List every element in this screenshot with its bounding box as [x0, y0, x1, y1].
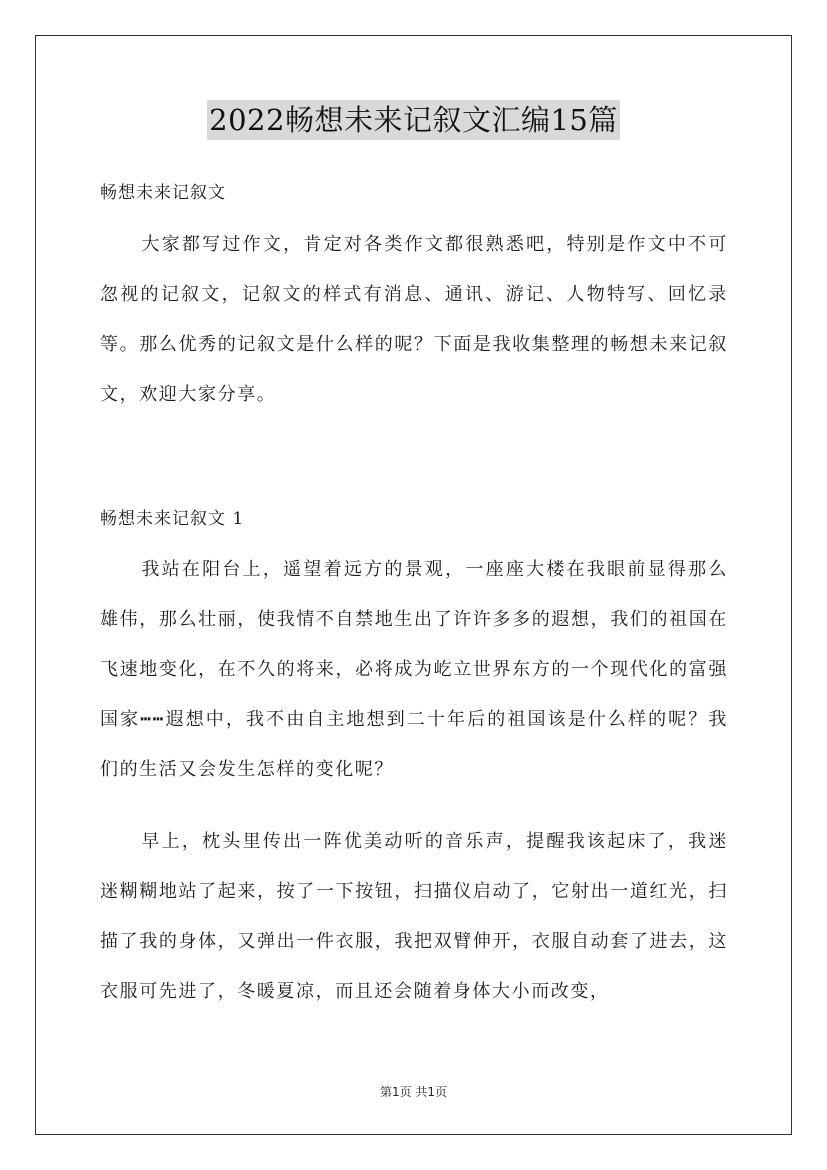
intro-paragraph: 大家都写过作文，肯定对各类作文都很熟悉吧，特别是作文中不可忽视的记叙文，记叙文的样式有消息、通讯、游记、人物特写、回忆录等。那么优秀的记叙文是什么样的呢？下面是我收集整理的畅想未来记叙文，欢迎大家分享。 — [100, 234, 728, 405]
intro-heading: 畅想未来记叙文 — [100, 183, 226, 203]
document-title: 2022畅想未来记叙文汇编15篇 — [207, 100, 620, 140]
section1-paragraph-2: 早上，枕头里传出一阵优美动听的音乐声，提醒我该起床了，我迷迷糊糊地站了起来，按了一下按钮，扫描仪启动了，它射出一道红光，扫描了我的身体，又弹出一件衣服，我把双臂伸开，衣服自动套了进去，这衣服可先进了，冬暖夏凉，而且还会随着身体大小而改变， — [100, 831, 728, 1002]
section1-heading: 畅想未来记叙文 1 — [100, 509, 245, 529]
title-container — [0, 100, 827, 140]
section1-paragraph-1: 我站在阳台上，遥望着远方的景观，一座座大楼在我眼前显得那么雄伟，那么壮丽，使我情不自禁地生出了许许多多的遐想，我们的祖国在飞速地变化，在不久的将来，必将成为屹立世界东方的一个现代化的富强国家┅┅遐想中，我不由自主地想到二十年后的祖国该是什么样的呢？我们的生活又会发生怎样的变化呢？ — [100, 559, 728, 780]
page-footer: 第1页 共1页 — [379, 1085, 448, 1099]
